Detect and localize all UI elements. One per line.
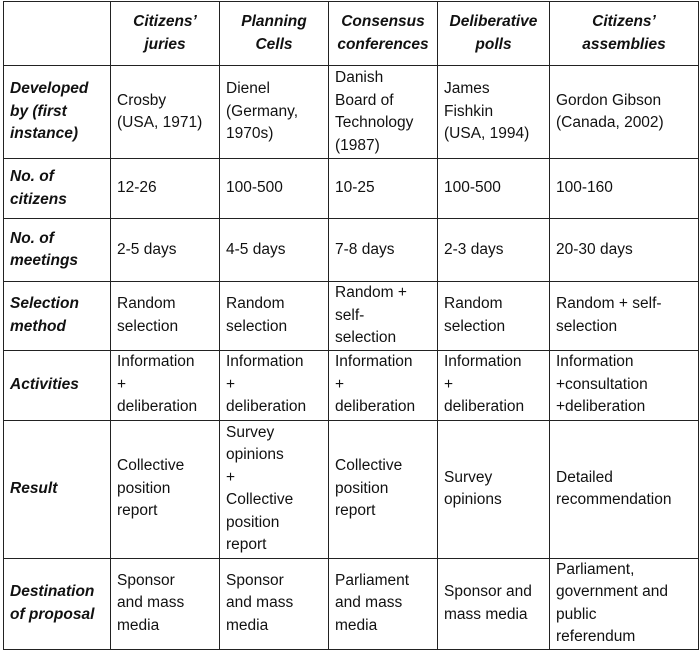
- table-cell: 12-26: [111, 159, 220, 219]
- table-cell: Collective position report: [329, 420, 438, 558]
- table-cell: 2-3 days: [438, 219, 550, 282]
- table-cell: Survey opinions: [438, 420, 550, 558]
- table-row-no-of-citizens: [4, 159, 699, 219]
- table-cell: Parliament and mass media: [329, 558, 438, 649]
- row-header-activities: Activities: [4, 350, 111, 420]
- table-cell: Random selection: [220, 282, 329, 351]
- table-cell: Danish Board of Technology (1987): [329, 66, 438, 159]
- column-header-planning-cells: Planning Cells: [220, 2, 329, 66]
- table-cell: Random + self- selection: [550, 282, 699, 351]
- table-cell: 4-5 days: [220, 219, 329, 282]
- table-cell: Crosby (USA, 1971): [111, 66, 220, 159]
- row-header-developed-by: Developed by (first instance): [4, 66, 111, 159]
- table-cell: Detailed recommendation: [550, 420, 699, 558]
- row-header-selection-method: Selection method: [4, 282, 111, 351]
- table-cell: Information + deliberation: [329, 350, 438, 420]
- comparison-table: [3, 1, 699, 650]
- table-cell: 100-160: [550, 159, 699, 219]
- row-header-no-of-citizens: No. of citizens: [4, 159, 111, 219]
- table-cell: Random + self- selection: [329, 282, 438, 351]
- column-header-deliberative-polls: Deliberative polls: [438, 2, 550, 66]
- table-cell: 7-8 days: [329, 219, 438, 282]
- table-row-result: [4, 420, 699, 558]
- table-cell: Dienel (Germany, 1970s): [220, 66, 329, 159]
- table-cell: Information + deliberation: [111, 350, 220, 420]
- corner-cell: [4, 2, 111, 66]
- table-cell: Sponsor and mass media: [220, 558, 329, 649]
- table-cell: 20-30 days: [550, 219, 699, 282]
- table-cell: Information + deliberation: [220, 350, 329, 420]
- row-header-destination-of-proposal: Destination of proposal: [4, 558, 111, 649]
- table-cell: Random selection: [111, 282, 220, 351]
- table-cell: Parliament, government and public referendum: [550, 558, 699, 649]
- header-row: [4, 2, 699, 66]
- table-cell: Collective position report: [111, 420, 220, 558]
- table-cell: Sponsor and mass media: [111, 558, 220, 649]
- table-row-selection-method: [4, 282, 699, 351]
- table-cell: Information +consultation +deliberation: [550, 350, 699, 420]
- table-cell: Survey opinions + Collective position report: [220, 420, 329, 558]
- table-cell: 2-5 days: [111, 219, 220, 282]
- column-header-consensus-conferences: Consensus conferences: [329, 2, 438, 66]
- table-cell: 100-500: [220, 159, 329, 219]
- table-cell: Random selection: [438, 282, 550, 351]
- table-cell: James Fishkin (USA, 1994): [438, 66, 550, 159]
- table-cell: Information + deliberation: [438, 350, 550, 420]
- table-cell: Sponsor and mass media: [438, 558, 550, 649]
- table-row-no-of-meetings: [4, 219, 699, 282]
- table-row-destination-of-proposal: [4, 558, 699, 649]
- table-cell: 10-25: [329, 159, 438, 219]
- column-header-citizens-juries: Citizens’ juries: [111, 2, 220, 66]
- table-row-activities: [4, 350, 699, 420]
- row-header-result: Result: [4, 420, 111, 558]
- row-header-no-of-meetings: No. of meetings: [4, 219, 111, 282]
- table-row-developed-by: [4, 66, 699, 159]
- table-cell: 100-500: [438, 159, 550, 219]
- column-header-citizens-assemblies: Citizens’ assemblies: [550, 2, 699, 66]
- table-cell: Gordon Gibson (Canada, 2002): [550, 66, 699, 159]
